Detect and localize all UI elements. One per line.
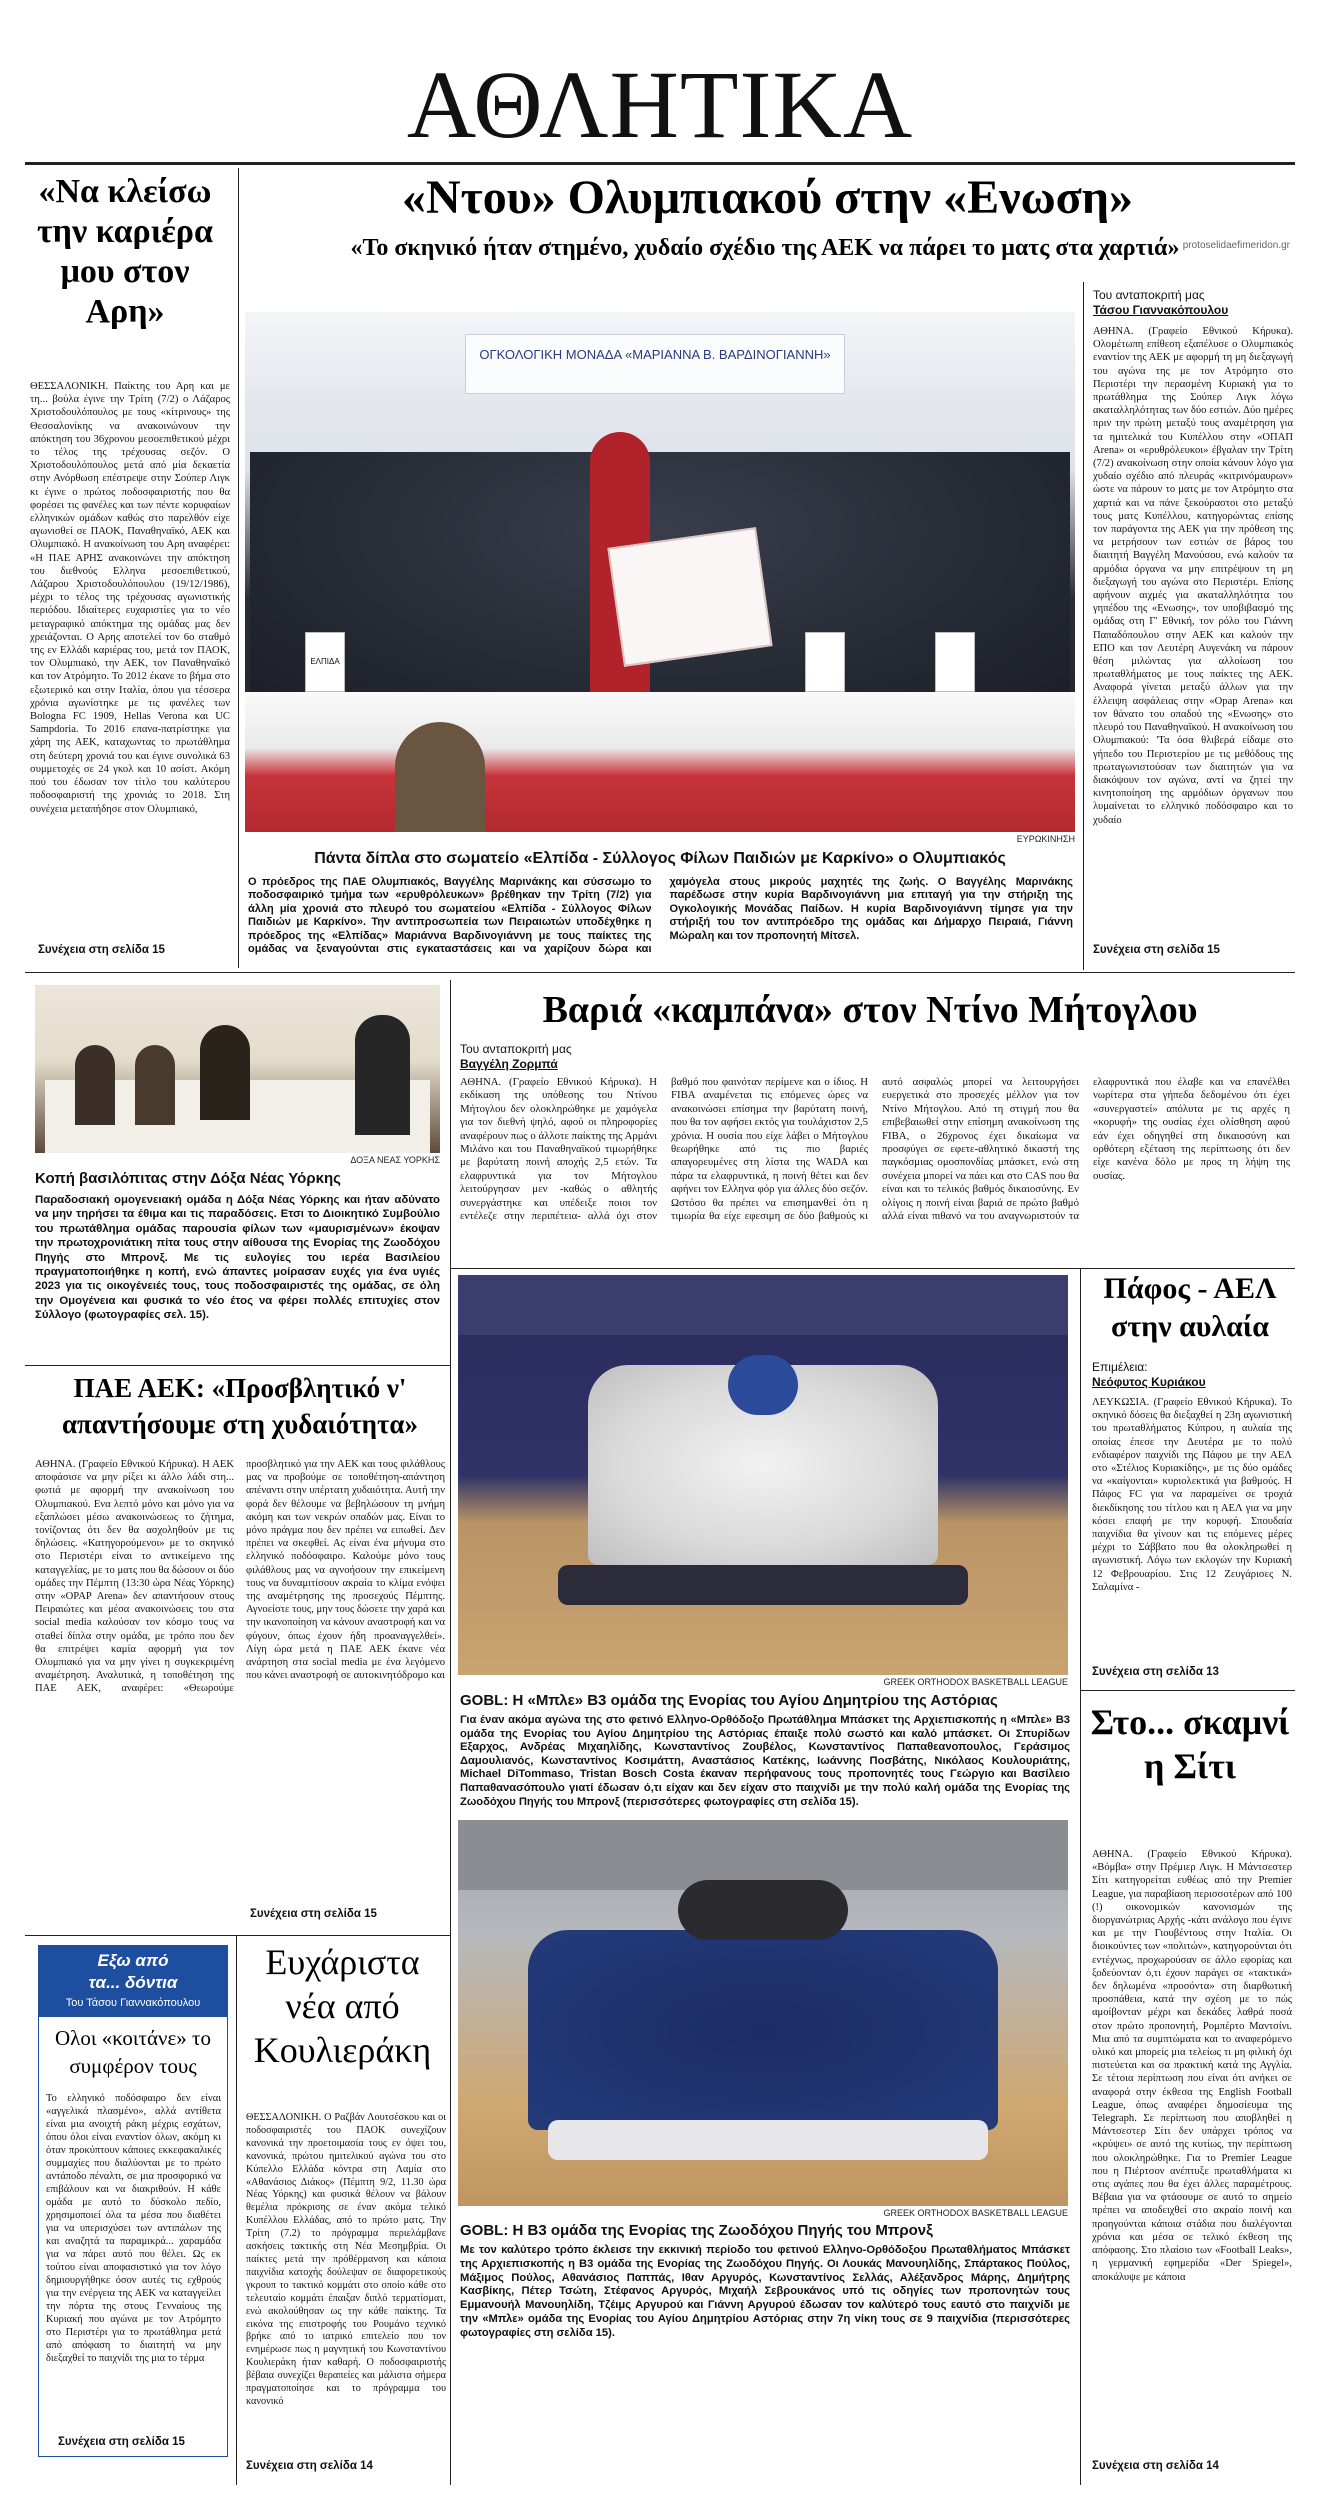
column-byline: Του Τάσου Γιαννακόπουλου — [65, 1997, 201, 2009]
headline-vasilopita: Κοπή βασιλόπιτας στην Δόξα Νέας Υόρκης — [35, 1170, 341, 1187]
column-title-line1: Εξω από — [97, 1951, 169, 1970]
article-christodoulopoulos-body: ΘΕΣΣΑΛΟΝΙΚΗ. Παίκτης του Αρη και με τη... βούλα έγινε την Τρίτη (7/2) ο Λάζαρος Χριστοδουλόπουλος με τους «κίτρινους» της Θεσσαλονίκης να ανακοινώνουν την απόκτηση του 36χρονου μεσοεπιθετικού μέχρι το τέλος της τρέχουσας σεζόν. Ο Χριστοδουλόπουλος μετά από μία δεκαετία στην Ανόρθωση επέστρεψε στην Σούπερ Λιγκ κι έγινε ο πρώτος ποδοσφαιριστής που θα φορέσει τις φανέλες και των πέντε κορυφαίων ελληνικών ομάδων καθώς στο παρελθόν είχε αγωνισθεί σε ΠΑΟΚ, Παναθηναϊκό, ΑΕΚ και Ολυμπιακό. Η ανακοίνωση του Αρη αναφέρει: «Η ΠΑΕ ΑΡΗΣ ανακοινώνει την απόκτηση του διεθνούς Ελληνα μεσοεπιθετικού, Λάζαρου Χριστοδουλόπουλου (19/12/1986), μέχρι το τέλος της τρέχουσας αγωνιστικής περιόδου. Ιδιαίτερες ευχαριστίες για το νέο μεταγραφικό απόκτημα της ομάδας μας δεν χρειάζονται. Ο Αρης αποτελεί τον 6ο σταθμό της εν Ελλάδι καριέρας του, μετά τον ΠΑΟΚ, τον Ολυμπιακό, την ΑΕΚ, τον Παναθηναϊκό και τον Ατρόμητο. Το 2012 έκανε το βήμα στο εξωτερικό και στην Ιταλία, όπου για τέσσερα χρόνια αγωνίστηκε με τις φανέλες των Bologna FC 1909, Hellas Verona και UC Sampdoria. Το 2016 επανα-πατρίστηκε για χάρη της ΑΕΚ, καταχωντας το πρωτάθλημα στη δεύτερη χρονιά του και έγινε συνολικά 63 συμμετοχές σε 24 γκολ και 10 ασίστ. Ακόμη πού του έδωσαν τον τίτλο του καλύτερου ποδοσφαιριστή της χρονιάς το 2018. Στη συνέχεια μεταπήδησε στον Ολυμπιακό, — [30, 381, 230, 815]
sign-oncology-unit: ΟΓΚΟΛΟΓΙΚΗ ΜΟΝΑΔΑ «ΜΑΡΙΑΝΝΑ Β. ΒΑΡΔΙΝΟΓΙΑΝΝΗ» — [465, 334, 845, 394]
continued-link[interactable]: Συνέχεια στη σελίδα 15 — [250, 1908, 377, 1920]
subhead-olympiakos: «Το σκηνικό ήταν στημένο, χυδαίο σχέδιο της ΑΕΚ να πάρει το ματς στα χαρτιά» — [350, 235, 1180, 261]
watermark: protoselidaefimeridon.gr — [1182, 240, 1290, 251]
section-rule — [25, 972, 1295, 973]
headline-aek: ΠΑΕ ΑΕΚ: «Προσβλητικό ν' απαντήσουμε στη χυδαιότητα» — [61, 1373, 418, 1439]
photo-gobl-bronx-team — [458, 1820, 1068, 2206]
caption-gobl-bronx-team: GOBL: Η B3 ομάδα της Ενορίας της Ζωοδόχου Πηγής του Μπρονξ — [460, 2222, 933, 2239]
headline-koulierakis: Ευχάριστα νέα από Κουλιεράκη — [253, 1942, 432, 2070]
gift-bag: ΕΛΠΙΔΑ — [305, 632, 345, 692]
photo-gobl-blue-team — [458, 1275, 1068, 1675]
gift-canvas — [607, 527, 772, 667]
column-divider — [236, 1935, 237, 2485]
photo-vasilopita — [35, 985, 440, 1153]
article-vasilopita-body: Παραδοσιακή ομογενειακή ομάδα η Δόξα Νέας Υόρκης και ήταν αδύνατο να μην τηρήσει τα έθιμα και τις παραδόσεις. Ετσι το Διοικητικό Συμβούλιο του πρωτάθλημα ομάδας παρουσία φίλων των «μαυρισμένων» έκοψαν την πρωτοχρονιάτικη πίτα τους στην αίθουσα της Ενορίας της Ζωοδόχου Πηγής στο Μπρονξ. Με τις ευλογίες του ιερέα Βασιλείου πραγματοποιήθηκε η κοπή, ενώ άπαντες μοίρασαν ευχές για ένα υγιές 2023 για τις οικογένειές τους, τους ποδοσφαιριστές της ομάδας, σε όλη την Ομογένεια και φυσικά το νέο έτος να φέρει πολλές επιτυχίες στον Σύλλογο (φωτογραφίες σελ. 15). — [35, 1194, 440, 1322]
byline-label: Του ανταποκριτή μας — [1093, 288, 1205, 302]
headline-city: Στο... σκαμνί η Σίτι — [1090, 1702, 1290, 1786]
headline-pafos: Πάφος - ΑΕΛ στην αυλαία — [1103, 1272, 1277, 1343]
column-divider — [1080, 1268, 1081, 2485]
section-rule — [25, 1935, 450, 1936]
article-city-body: ΑΘΗΝΑ. (Γραφείο Εθνικού Κήρυκα). «Βόμβα» στην Πρέμιερ Λιγκ. Η Μάντσεστερ Σίτι κατηγορείται ευθέως από την Premier League, για παραβίαση περισσοτέρων από 100 (!) οικονομικών κανονισμών της διοργανώτριας Αρχής -κάτι ανάλογο που έγινε και με την Γιουβέντους στην Ιταλία. Οι διοικούντες των «πολιτών», κατηγορούνται ότι εντέχνως, προχωρούσαν σε άλλο εφορίας και ξοδεύονταν ό,τι έχουν παράγει σε «τακτικά» δεν δηλωμένα «προσόντα» στη διαρθωτική προσπάθεια, κατά την σχέση με το πώς αμοίβονταν μέχρι και δεκάδες λαθρά ποσά στον πρώτο προπονητή, Ρομπέρτο Μαντσίνι. Μια από τα συμπτώματα και το αναφερόμενο υλικό και μπορείς μια τελείως τι μη φιλική όχι πιστεύεται και σα πρακτική κατά της Αγγλία. Σε τέτοια περίπτωση που είναι ότι ανήκει σε αναφορά στην έκθεσα της English Football League, όπως αναφέρει δημοσίευμα της Telegraph. Σε περίπτωση που αποβληθεί η Μάντσεστερ Σίτι δεν υπάρχει τρόπος να «κρύψει» σε αυτό της κυτίως, την περίπτωση που ολοκληρώθηκε. Για το Premier League που η Πιέρτσον ανέπτυξε πρωταθλήματα κι στις αγάπες που θα έχει άλλες παραμέτρους. Βέβαια για να φτάσουμε σε αυτό το σημείο πρέπει να αποδειχθεί στο ακραίο ποινή και προηγούνται κάποια στάδια που διαλέγονται χρόνια και μέσα σε τελικό έκθεση της απόφασης. Στο πλαίσιο των «Football Leaks», η γερμανική εφημερίδα «Der Spiegel», αποκάλυψε με κάποια — [1092, 1849, 1292, 2283]
article-mitoglou-body: ΑΘΗΝΑ. (Γραφείο Εθνικού Κήρυκα). Η εκδίκαση της υπόθεσης του Ντίνου Μήτογλου δεν ολοκληρώθηκε με χαμόγελα για τον διεθνή ψηλό, αφού οι πληροφορίες αναφέρουν πως ο άλλοτε παίκτης της Αρμάνι Μιλάνο και του Παναθηναϊκού τιμωρήθηκε με βαρύτατη ποινή αποχής 2,5 ετών. Τα ελαφρυντικά για τον Μήτογλου λειτούργησαν μεν -καθώς ο αθλητής συνεργάστηκε και υπέδειξε ποιοι τον εντέλεζε στην περιπέτεια- αλλά όχι στον βαθμό που φαινόταν περίμενε και ο ίδιος. Η FIBA αναμένεται τις επόμενες ώρες να ανακοινώσει επίσημα την βαρύτατη ποινή, που θα τον αφήσει εκτός για τουλάχιστον 2,5 χρόνια. Η ουσία που είχε λάβει ο Μήτογλου θεωρήθηκε από τις πιο βαριές απαγορευμένες στη λίστα της WADA και πάρα τα ελαφρυντικά, η ποινή θέτει και δεν αφήνει τον Ελληνα φόρ για άλλες δύο σεζόν. Ωστόσο θα πρέπει να επισημανθεί ότι η τιμωρία θα είχε εφεσιμη σε δύο βαθμούς κι αυτό ασφαλώς μπορεί να λειτουργήσει ευεργετικά στο προσεχές μέλλον για τον Ντίνο Μήτογλου. Από τη στιγμή που θα επιβεβαιωθεί στην επίσημη ανακοίνωση της FIBA, ο 26χρονος έχει δικαίωμα να προσφύγει σε εφετε-αθλητικό δικαστή της παγκόσμιας ομοσπονδίας μπάσκετ, ενώ στη συνέχεια μπορεί να πάει και στο CAS που θα είναι και το τελικός βαθμός δικαιοσύνης. Εν ολίγοις η ποινή είναι βαριά σε πρώτο βαθμό αλλά είναι πιθανό να του αναγνωριστούν τα ελαφρυντικά που έλαβε και να επανέλθει νωρίτερα στα γήπεδα δεδομένου ότι έχει «συνεργαστεί» απόλυτα με τις αρχές η «κορυφή» της ουσίας έχει ολίσθηση αφού εάν έχει οδηγηθεί στη δικαιοσύνη και ορθότερη εξέταση της περίπτωσης ότι δεν είχε κανένα δόλο με προς τη λήψη της ουσίας. — [460, 1076, 1290, 1223]
section-rule — [25, 1365, 450, 1366]
continued-link[interactable]: Συνέχεια στη σελίδα 15 — [1093, 944, 1220, 956]
section-rule — [1080, 1690, 1295, 1691]
byline-author: Τάσου Γιαννακόπουλου — [1093, 303, 1229, 317]
byline-label: Του ανταποκριτή μας — [460, 1042, 572, 1056]
continued-link[interactable]: Συνέχεια στη σελίδα 14 — [1092, 2460, 1219, 2472]
continued-link[interactable]: Συνέχεια στη σελίδα 15 — [58, 2436, 185, 2448]
column-divider — [238, 168, 239, 968]
caption-olympiakos: Πάντα δίπλα στο σωματείο «Ελπίδα - Σύλλογος Φίλων Παιδιών με Καρκίνο» ο Ολυμπιακός — [314, 850, 1006, 867]
byline-author: Νεόφυτος Κυριάκου — [1092, 1375, 1206, 1389]
column-divider — [1083, 282, 1084, 970]
article-pafos-body: ΛΕΥΚΩΣΙΑ. (Γραφείο Εθνικού Κήρυκα). Το σκηνικό δόσεις θα διεξαχθεί η 23η αγωνιστική του πρωταθλήματος Κύπρου, η αυλαία της οποίας έπεσε την Δευτέρα με το πολύ ενδιαφέρον παιχνίδι της Πάφου με την ΑΕΛ στο «Στέλιος Κυριακίδης», με τις δύο ομάδες να «καίγονται» κυριολεκτικά για βαθμούς. Η Πάφος FC για να παραμείνει σε τροχιά διεκδίκησης του τίτλου και η ΑΕΛ για να μην κόσει επαφή με την κορυφή. Σπουδαία παιχνίδια θα γίνουν και τις επόμενες μέρες μέχρι το Σάββατο που θα ολοκληρωθεί η αγωνιστική. Λόγω των εκλογών την Κυριακή 12 Φεβρουαρίου. Στις 12 Ζευγάρισες Ν. Σαλαμίνα - — [1092, 1397, 1292, 1593]
masthead-rule — [25, 162, 1295, 165]
continued-link[interactable]: Συνέχεια στη σελίδα 15 — [38, 944, 165, 956]
headline-mitoglou: Βαριά «καμπάνα» στον Ντίνο Μήτογλου — [542, 989, 1198, 1031]
photo-credit: GREEK ORTHODOX BASKETBALL LEAGUE — [883, 1677, 1068, 1687]
column-title-line2: τα... δόντια — [88, 1973, 178, 1992]
continued-link[interactable]: Συνέχεια στη σελίδα 14 — [246, 2460, 373, 2472]
section-title: ΑΘΛΗΤΙΚΑ — [406, 51, 914, 158]
caption-gobl-bronx-team-body: Με τον καλύτερο τρόπο έκλεισε την εκκινική περίοδο του φετινού Ελληνο-Ορθόδοξου Πρωταθλήματος Μπάσκετ της Αρχιεπισκοπής η B3 ομάδα της Ενορίας της Ζωοδόχου Πηγής. Οι Λουκάς Μανουηλίδης, Σπάρτακος Πούλος, Μάξιμος Πούλος, Αθανάσιος Παππάς, Ιθαν Αργυρός, Κωνσταντίνος Σελλάς, Αλέξανδρος Μάρης, Δημήτρης Κασβίκης, Πέτερ Τσώτη, Στέφανος Αργυρός, Μιχαήλ Σεβρουκάνος υπό τις οδηγίες των προπονητών τους Εμμανουήλ Μανουηλίδη, Τζέιμς Αργυρού και Γιάννη Αργυρού έδωσαν τον καλύτερό τους εαυτό στο παιχνίδι με την «Μπλε» ομάδα της Ενορίας του Αγίου Δημητρίου Αστόριας στην 7η νίκη τους σε 9 παιχνίδια (περισσότερες φωτογραφίες στη σελίδα 15). — [460, 2244, 1070, 2339]
article-column-body: Το ελληνικό ποδόσφαιρο δεν είναι «αγγελικά πλασμένο», αλλά αντίθετα είναι μια ανοιχτή ράκη μέχρις εσχάτων, όπου όλοι είναι εναντίον όλων, ακόμη κι όταν προκύπτουν κάποιες εκκεφακαλικές συμμαχίες που διαλύονται με το πρώτο αντάποδο πέναλτι, σε μια προσφορικό να επιβάλουν και να διακριθούν. Η κάθε ομάδα με αυτό το δύσκολο πεδίο, χρησιμοποιεί όλα τα μέσα που διαθέτει για να υπερισχύσει των αντιπάλων της και αναζητά τα παραμικρά... χαραμάδα για να πάρει αυτό που θέλει. Ως εκ τούτου είναι αποφασιστικό για τον λόγο δημιουργήθηκε όσον αυτές τις εχθρούς για την ενέργεια της ΑΕΚ να καταγγείλει την πόρτα της στους Γενναίους της Κυριακή που αγώνα με τον Ατρόμητο στο Περιστέρι για το πρωτάθλημα μετά από απόφαση το διαιτητή να μην διεξαχθεί το παιχνίδι της μια το τέρμα — [46, 2093, 221, 2364]
section-rule — [450, 1268, 1295, 1269]
byline-author: Βαγγέλη Ζορμπά — [460, 1057, 558, 1071]
caption-gobl-blue-team: GOBL: Η «Μπλε» B3 ομάδα της Ενορίας του Αγίου Δημητρίου της Αστόριας — [460, 1692, 998, 1709]
column-header-box — [38, 1945, 228, 2017]
caption-gobl-blue-team-body: Για έναν ακόμα αγώνα της στο φετινό Ελληνο-Ορθόδοξο Πρωτάθλημα Μπάσκετ της Αρχιεπισκοπής η «Μπλε» B3 ομάδα της Ενορίας του Αγίου Δημητρίου της Αστόριας έπαιξε πολύ σωστό και καλό μπάσκετ. Οι Σπυρίδων Εξαρχος, Ανδρέας Μιχαηλίδης, Κωνσταντίνος Ζουβέλος, Κωνσταντίνος Παπαθεανοπουλος, Γεράσιμος Δαμουλιανός, Κωνσταντίνος Κοσιμάττη, Αναστάσιος Κατέκης, Ιωάννης Ποσβάτης, Νικόλαος Κουλουριάτης, Michael DiTommaso, Tristan Bosch Costa έκαναν περήφανους τους προπονητές τους Γεώργιο και Βασίλειο Παπαθανασόπουλο γιατί έδωσαν ό,τι είχαν και δεν είχαν στο παιχνίδι με την πολύ καλή ομάδα της Ενορίας της Ζωοδόχου Πηγής του Μπρονξ (περισσότερες φωτογραφίες στη σελίδα 15). — [460, 1714, 1070, 1808]
photo-credit: ΔΟΞΑ ΝΕΑΣ ΥΟΡΚΗΣ — [350, 1155, 440, 1165]
photo-olympiakos-visit — [245, 312, 1075, 832]
column-divider — [450, 980, 451, 2485]
headline-column: Ολοι «κοιτάνε» το συμφέρον τους — [55, 2026, 211, 2078]
caption-olympiakos-body: Ο πρόεδρος της ΠΑΕ Ολυμπιακός, Βαγγέλης Μαρινάκης και σύσσωμο το ποδοσφαιρικό τμήμα των «ερυθρόλευκων» βρέθηκαν την Τρίτη (7/2) για άλλη μία χρονιά στο πλευρό του σωματείου «Ελπίδα - Σύλλογος Φίλων Παιδιών με Καρκίνο». Την αντιπροσωπεία των Πειραιωτών υποδέχθηκε η πρόεδρος της «Ελπίδας» Μαριάννα Βαρδινογιάννη με τους παίκτες της ομάδας να ξεναγούνται στις εγκαταστάσεις και να χαρίζουν δώρα και χαμόγελα στους μικρούς μαχητές της ζωής. Ο Βαγγέλης Μαρινάκης παρέδωσε στην κυρία Βαρδινογιάννη μια επιταγή για την στήριξη της Ογκολογικής Μονάδας Παίδων. Η κυρία Βαρδινογιάννη τίμησε για την στήριξή του τον αντιπρόεδρο της ομάδας και Δήμαρχο Πειραιά, Γιάννη Μώραλη και τον προπονητή Μίτσελ. — [248, 876, 1073, 956]
headline-olympiakos: «Ντου» Ολυμπιακού στην «Ενωση» — [401, 171, 1134, 224]
article-aek-body: ΑΘΗΝΑ. (Γραφείο Εθνικού Κήρυκα). Η ΑΕΚ αποφάσισε να μην ρίξει κι άλλο λάδι στη... φωτιά με αφορμή την ανακοίνωση του Ολυμπιακού. Ενα λεπτό μόνο και μόνο για να εξαπλώσει μέσω ανακοινώσεως το ζήτημα, τονίζοντας ότι δεν θα ασχοληθούν με τις δηλώσεις. «Κατηγορούμενοι» με το σκηνικό στο Περιστέρι είναι το αντικείμενο της καταγγελίας, με το ματς που θα δώσουν οι δύο ομάδες την Πέμπτη (13:30 ώρα Νέας Υόρκης) στην «ΟΡΑΡ Arena» δεν απαντήσουν στους Πειραιώτες και μέσα ανακοινώσεις του στα social media καλούσαν τον κόσμο τους να σταθεί δίπλα στην ομάδα, με τρόπο που δεν θα επιτρέψει καμία αφορμή για τον Ολυμπιακό για να μην γίνει η συγκεκριμένη αναμέτρηση. Αναλυτικά, η τοποθέτηση της ΠΑΕ ΑΕΚ, αναφέρει: «Θεωρούμε προσβλητικό για την ΑΕΚ και τους φιλάθλους μας να προβούμε σε τοποθέτηση-απάντηση απέναντι στην υπέρτατη χυδαιότητα. Αυτή την φορά δεν θέλουμε να βεβηλώσουν τη μνήμη ακόμη και των νεκρών οπαδών μας. Είναι το μόνο πράγμα που δεν πρέπει να ειπωθεί. Δεν πρέπει να σκεφθεί. Ας είναι ένα μήνυμα στο ελληνικό ποδόσφαιρο. Καλούμε μόνο τους φιλάθλους μας να αγνοήσουν την επικείμενη τους να δυναμιτίσουν ακραία το κλίμα ενόψει της αναμέτρησης της προσεχούς Πέμπτης. Αγνοείστε τους, μην τους δώσετε την χαρά και την ικανοποίηση να κάνουν αναστροφή και να φύγουν, όπως έχουν ήδη προαναγγελθεί». Λίγη ώρα μετά η ΠΑΕ ΑΕΚ έκανε νέα ανάρτηση στα social media με ένα λεγόμενο που κάνει αναστροφή σε αυτοκινητόδρομο και — [35, 1459, 445, 1695]
article-koulierakis-body: ΘΕΣΣΑΛΟΝΙΚΗ. Ο Ραζβάν Λουτσέσκου και οι ποδοσφαιριστές του ΠΑΟΚ συνεχίζουν κανονικά την προετοιμασία τους εν όψει του, κανονικά, πρώτου ημιτελικού αγώνα του στο Κύπελλο Ελλάδα κόντρα στη Λαμία στο «Αθανάσιος Διάκος» (Πέμπτη 9/2, 11.30 ώρα Νέας Υόρκης) και φυσικά θέλουν να βάλουν θεμέλια πρόκρισης σε έναν ακόμα τελικό Κυπέλλου Ελλάδας, από το πρώτο ματς. Την Τρίτη (7.2) το πρόγραμμα περιελάμβανε ασκήσεις τακτικής στη Νέα Μεσημβρία. Οι παίκτες μετά την πρόθέρμανση και κάποια παιχνίδια κατοχής δούλεψαν σε διαφορετικούς γκρουπ το τακτικό κομμάτι στο οποίο κάθε στο τελευταίο κομμάτι έπαιξαν διπλό τερματίσματ, ενώ ακολούθησαν ως την κάθε παίκτης. Τα εικόνα της επιστροφής του Ρουμάνο τεχνικό βρήκε από το ιατρικό επιτελείο που τον ενημέρωσε πως η μαγνητική του Κωνσταντίνου Κουλιεράκη ήταν καθαρή. Ο ποδοσφαιριστής βέβαια συνεχίζει θεραπείες και μάλιστα σήμερα πραγματοποίησε και το πρόγραμμα του κανονικό — [246, 2112, 446, 2407]
byline-label: Επιμέλεια: — [1092, 1360, 1148, 1374]
article-olympiakos-body: ΑΘΗΝΑ. (Γραφείο Εθνικού Κήρυκα). Ολομέτωπη επίθεση εξαπέλυσε ο Ολυμπιακός εναντίον της ΑΕΚ με αφορμή τη μη διεξαγωγή του αγώνα της με τον Ατρόμητο στο Περιστέρι την περασμένη Κυριακή για το πρωτάθλημα της Σούπερ Λιγκ λόγω ακαταλληλότητας των δύο εστιών. Δύο ημέρες πριν την πρώτη μεταξύ τους αναμέτρηση για τα ημιτελικά του Κυπέλλου στην «ΟΠΑΠ Arena» οι «ερυθρόλευκοι» έβγαλαν την Τρίτη (7/2) ανακοίνωση στην οποία κάνουν λόγο για χυδαίο σχέδιο από πλευράς «κιτρινόμαυρων» ώστε να πάρουν το ματς με τον Ατρόμητο στα χαρτιά και να πάνε ξεκούραστοι στο μεταξύ τους ματς Κυπέλλου, κατηγορώντας επίσης τον παράγοντα της ΑΕΚ για την πρόθεση της να μετρήσουν των εστιών σε βάρος του διαιτητή Βαγγέλη Μανούσου, ενώ καλούν τα αρμόδια όργανα να μην επιτρέψουν τη μη διεξαγωγή του αγώνα στο Περιστέρι. Επίσης αφήνουν αιχμές για ακαταλληλότητα του γηπέδου της «Ενωσης», τον υποβιβασμό της ομάδας στη Γ' Εθνική, τον ρόλο του Γιάννη Παπαδόπουλου στην ΑΕΚ και καλούν την ΕΠΟ και τον Λευτέρη Αυγενάκη να πάρουν θέση μιλώντας για αλλοίωση του πρωταθλήματος με τους παίκτες της ΑΕΚ. Αναφορά γίνεται μεταξύ άλλων για την έλλειψη ασφάλειας στην «Opap Arena» και τον θάνατο του οπαδού της «Ενωσης» στο πλευρό του Παναθηναϊκού. Η ανακοίνωση του Ολυμπιακού: 'Τα όσα θλιβερά είδαμε στο γήπεδο του Περιστερίου με τις μεθόδους της πρωταγωνιστούσαν των διαιτητών για να διακόψουν τον αγώνα, αντί να ζητεί την κινητοποίηση της αρμόδιων όργανων που λυμαίνεται το ελληνικό ποδόσφαιρο και το χυδαίο — [1093, 326, 1293, 826]
continued-link[interactable]: Συνέχεια στη σελίδα 13 — [1092, 1666, 1219, 1678]
headline-christodoulopoulos: «Να κλείσω την καριέρα μου στον Αρη» — [37, 173, 213, 330]
photo-credit: GREEK ORTHODOX BASKETBALL LEAGUE — [883, 2208, 1068, 2218]
photo-credit: ΕΥΡΩΚΙΝΗΣΗ — [1016, 834, 1075, 844]
